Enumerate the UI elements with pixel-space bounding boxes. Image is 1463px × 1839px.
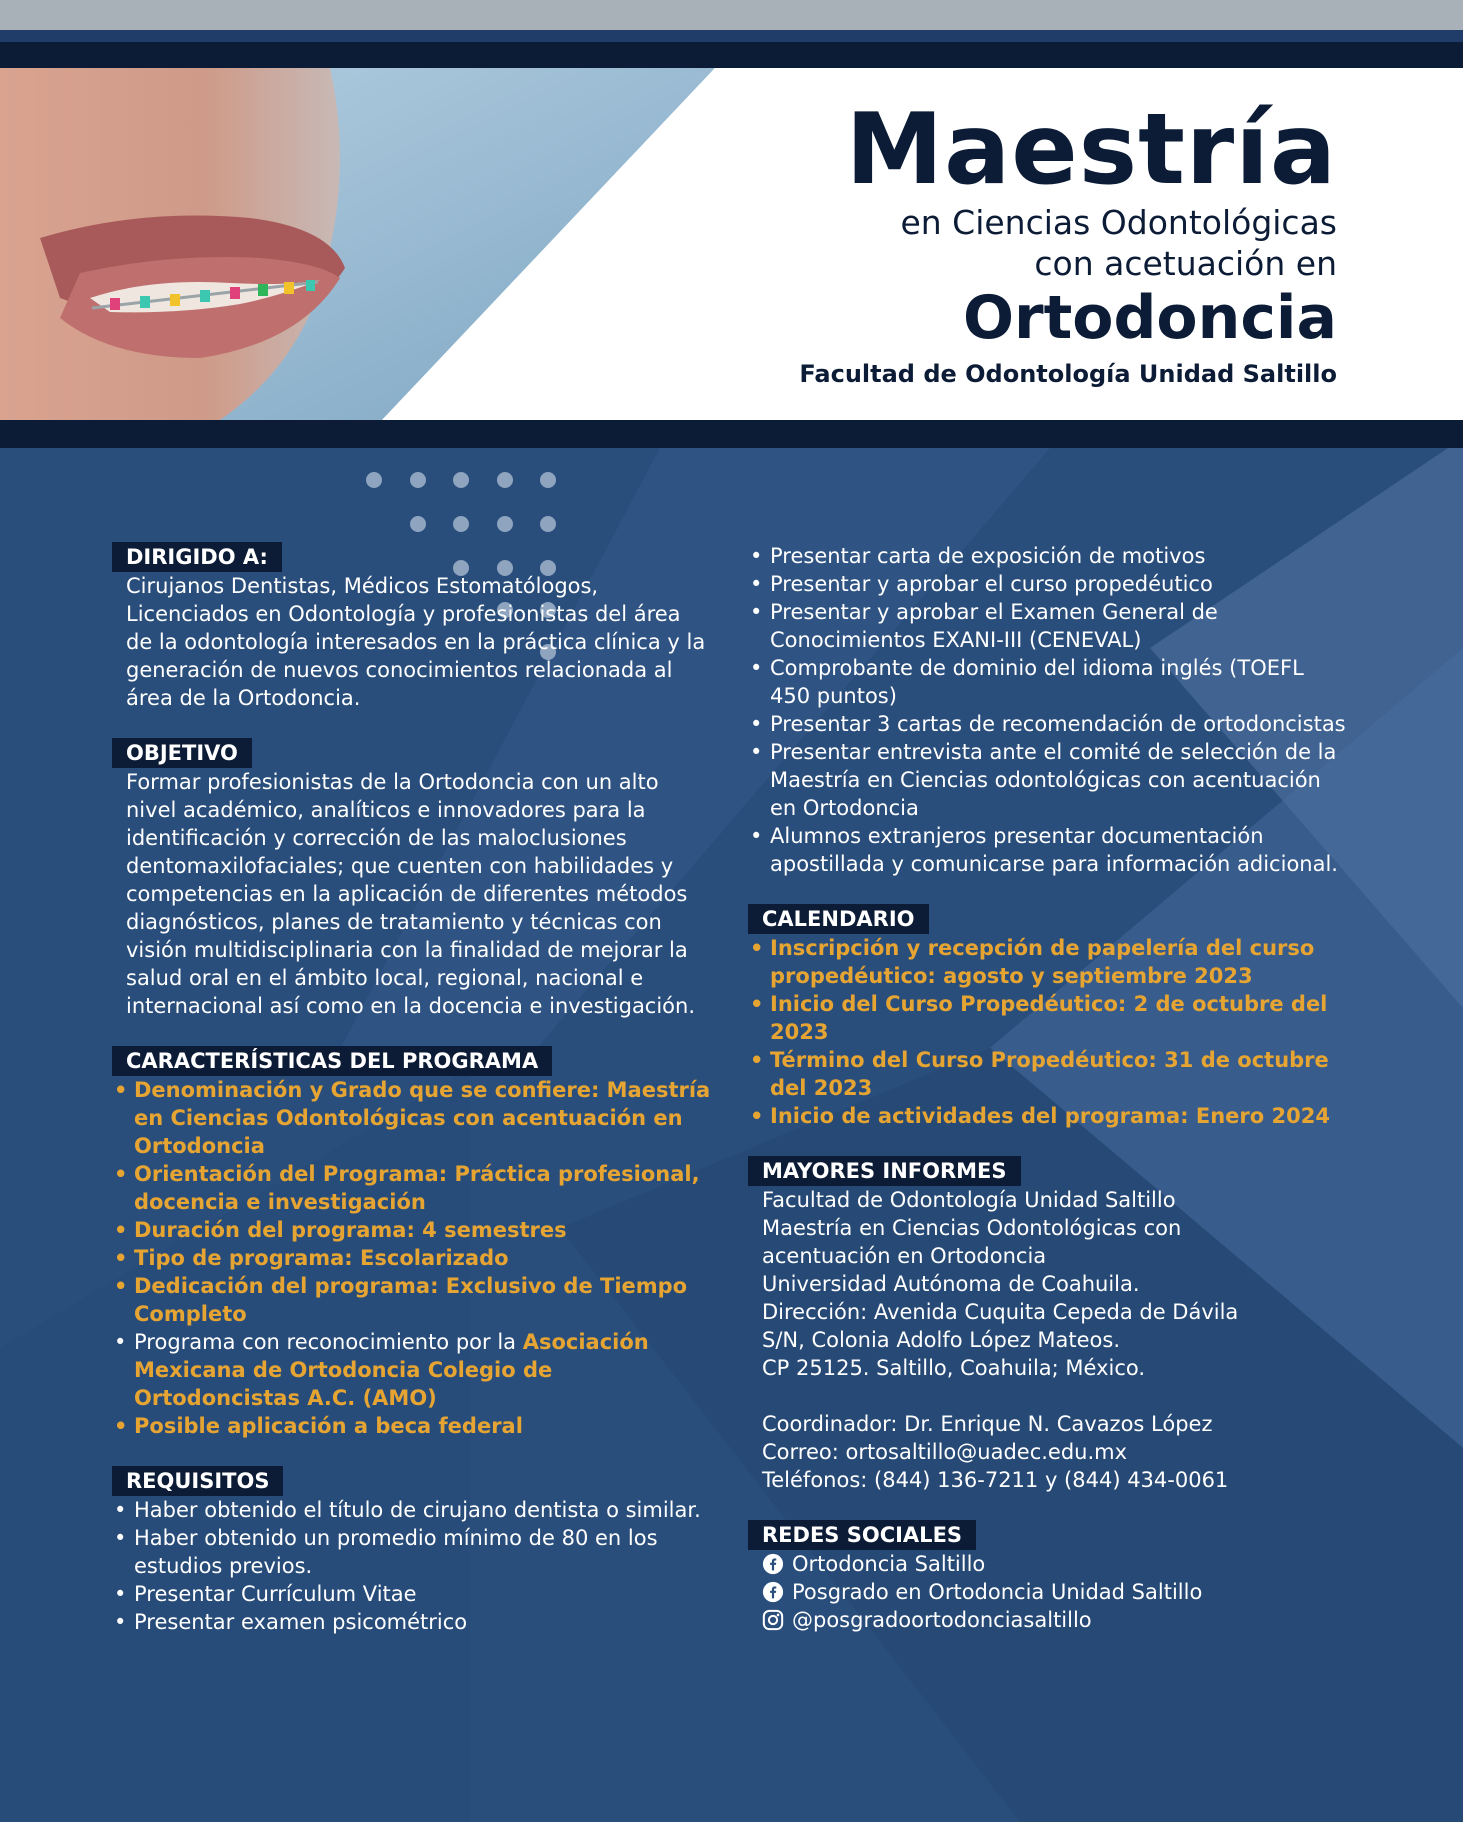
- informes-line: Facultad de Odontología Unidad Saltillo: [762, 1188, 1176, 1212]
- item-label: Tipo de programa:: [134, 1246, 353, 1270]
- item-text: 2 de octubre del 2023: [770, 992, 1328, 1044]
- program-title: Maestría: [845, 93, 1337, 207]
- top-gray-stripe: [0, 0, 1463, 30]
- informes-line: CP 25125. Saltillo, Coahuila; México.: [762, 1356, 1146, 1380]
- informes-line: Dirección: Avenida Cuquita Cepeda de Dávila: [762, 1300, 1239, 1324]
- informes-address: [762, 1186, 1348, 1494]
- item-text: 4 semestres: [422, 1218, 567, 1242]
- list-item: • Presentar Currículum Vitae: [134, 1580, 712, 1608]
- list-item: • Presentar carta de exposición de motivos: [770, 542, 1348, 570]
- facebook-icon: [762, 1581, 784, 1603]
- social-label: @posgradoortodonciasaltillo: [792, 1608, 1092, 1632]
- beca-text: Posible aplicación a beca federal: [134, 1414, 523, 1438]
- list-item: [134, 1328, 712, 1412]
- top-blue-stripe: [0, 30, 1463, 42]
- calendario-list: [748, 934, 1348, 1130]
- list-item: [770, 1046, 1348, 1102]
- item-label: Duración del programa:: [134, 1218, 415, 1242]
- instagram-icon: [762, 1609, 784, 1631]
- caracteristicas-heading: CARACTERÍSTICAS DEL PROGRAMA: [112, 1046, 552, 1076]
- left-column: [112, 542, 712, 1636]
- list-item: • Alumnos extranjeros presentar documentación apostillada y comunicarse para información adicional.: [770, 822, 1348, 878]
- item-label: Término del Curso Propedéutico:: [770, 1048, 1157, 1072]
- informes-line: Maestría en Ciencias Odontológicas con: [762, 1216, 1182, 1240]
- program-subtitle-line1: en Ciencias Odontológicas: [900, 203, 1337, 242]
- list-item: • Haber obtenido el título de cirujano dentista o similar.: [134, 1496, 712, 1524]
- hero-banner: [0, 68, 1463, 420]
- list-item: • Haber obtenido un promedio mínimo de 80 en los estudios previos.: [134, 1524, 712, 1580]
- bottom-white-strip: [0, 1822, 1463, 1839]
- objetivo-heading: OBJETIVO: [112, 738, 252, 768]
- item-text: Práctica profesional, docencia e investigación: [134, 1162, 700, 1214]
- requisitos-list-part2: [748, 542, 1348, 878]
- list-item: [770, 990, 1348, 1046]
- requisitos-heading: REQUISITOS: [112, 1466, 283, 1496]
- recognition-text: Programa con reconocimiento por la: [134, 1330, 517, 1354]
- list-item: [770, 1102, 1348, 1130]
- informes-heading: MAYORES INFORMES: [748, 1156, 1021, 1186]
- objetivo-text: Formar profesionistas de la Ortodoncia con un alto nivel académico, analíticos e innovadores para la identificación y corrección de las maloclusiones dentomaxilofaciales; que cuenten con habilidades y competencias en la aplicación de diferentes métodos diagnósticos, planes de tratamiento y técnicas con visión multidisciplinaria con la finalidad de mejorar la salud oral en el ámbito local, regional, nacional e internacional así como en la docencia e investigación.: [126, 770, 696, 1018]
- list-item: [770, 934, 1348, 990]
- social-list: [762, 1550, 1348, 1634]
- item-label: Inicio de actividades del programa:: [770, 1104, 1189, 1128]
- list-item: [134, 1412, 712, 1440]
- item-label: Denominación y Grado que se confiere:: [134, 1078, 600, 1102]
- list-item: • Presentar 3 cartas de recomendación de ortodoncistas: [770, 710, 1348, 738]
- dirigido-text: Cirujanos Dentistas, Médicos Estomatólogos, Licenciados en Odontología y profesionistas del área de la odontología interesados en la práctica clínica y la generación de nuevos conocimientos relacionada al área de la Ortodoncia.: [126, 574, 706, 710]
- item-label: Inscripción y recepción de papelería del curso propedéutico:: [770, 936, 1315, 988]
- list-item: • Presentar examen psicométrico: [134, 1608, 712, 1636]
- program-title-block: [845, 93, 1337, 353]
- facebook-icon: [762, 1553, 784, 1575]
- program-subtitle-line2: con acetuación en: [1034, 244, 1337, 283]
- coordinator: Coordinador: Dr. Enrique N. Cavazos López: [762, 1412, 1213, 1436]
- informes-line: S/N, Colonia Adolfo López Mateos.: [762, 1328, 1121, 1352]
- contact-phones: Teléfonos: (844) 136-7211 y (844) 434-0061: [762, 1468, 1229, 1492]
- informes-line: acentuación en Ortodoncia: [762, 1244, 1047, 1268]
- list-item: • Presentar y aprobar el Examen General de Conocimientos EXANI-III (CENEVAL): [770, 598, 1348, 654]
- informes-line: Universidad Autónoma de Coahuila.: [762, 1272, 1140, 1296]
- item-label: Orientación del Programa:: [134, 1162, 448, 1186]
- right-column: [748, 542, 1348, 1634]
- redes-heading: REDES SOCIALES: [748, 1520, 976, 1550]
- social-link-instagram[interactable]: [762, 1606, 1348, 1634]
- item-text: 31 de octubre del 2023: [770, 1048, 1329, 1100]
- list-item: [134, 1216, 712, 1244]
- list-item: [134, 1244, 712, 1272]
- requisitos-list-part1: [112, 1496, 712, 1636]
- social-link-facebook-2[interactable]: [762, 1578, 1348, 1606]
- program-specialty: Ortodoncia: [962, 283, 1337, 353]
- list-item: • Comprobante de dominio del idioma inglés (TOEFL 450 puntos): [770, 654, 1348, 710]
- item-label: Inicio del Curso Propedéutico:: [770, 992, 1127, 1016]
- item-text: Escolarizado: [360, 1246, 509, 1270]
- social-link-facebook-1[interactable]: [762, 1550, 1348, 1578]
- faculty-name: Facultad de Odontología Unidad Saltillo: [799, 360, 1337, 388]
- beca-list: [112, 1412, 712, 1440]
- recognition-org: Asociación Mexicana de Ortodoncia Colegio de Ortodoncistas A.C. (AMO): [134, 1330, 649, 1410]
- item-text: Exclusivo de Tiempo Completo: [134, 1274, 688, 1326]
- caracteristicas-list: [112, 1076, 712, 1328]
- top-navy-stripe: [0, 42, 1463, 68]
- social-label: Posgrado en Ortodoncia Unidad Saltillo: [792, 1580, 1203, 1604]
- calendario-heading: CALENDARIO: [748, 904, 929, 934]
- hero-bottom-bar: [0, 420, 1463, 448]
- list-item: [134, 1272, 712, 1328]
- social-label: Ortodoncia Saltillo: [792, 1552, 986, 1576]
- item-text: Maestría en Ciencias Odontológicas con acentuación en Ortodoncia: [134, 1078, 711, 1158]
- item-label: Dedicación del programa:: [134, 1274, 439, 1298]
- list-item: • Presentar entrevista ante el comité de selección de la Maestría en Ciencias odontológicas con acentuación en Ortodoncia: [770, 738, 1348, 822]
- contact-email[interactable]: Correo: ortosaltillo@uadec.edu.mx: [762, 1440, 1128, 1464]
- item-text: Enero 2024: [1195, 1104, 1330, 1128]
- dirigido-heading: DIRIGIDO A:: [112, 542, 282, 572]
- list-item: [134, 1076, 712, 1160]
- recognition-list: [112, 1328, 712, 1412]
- item-text: agosto y septiembre 2023: [943, 964, 1253, 988]
- list-item: • Presentar y aprobar el curso propedéutico: [770, 570, 1348, 598]
- list-item: [134, 1160, 712, 1216]
